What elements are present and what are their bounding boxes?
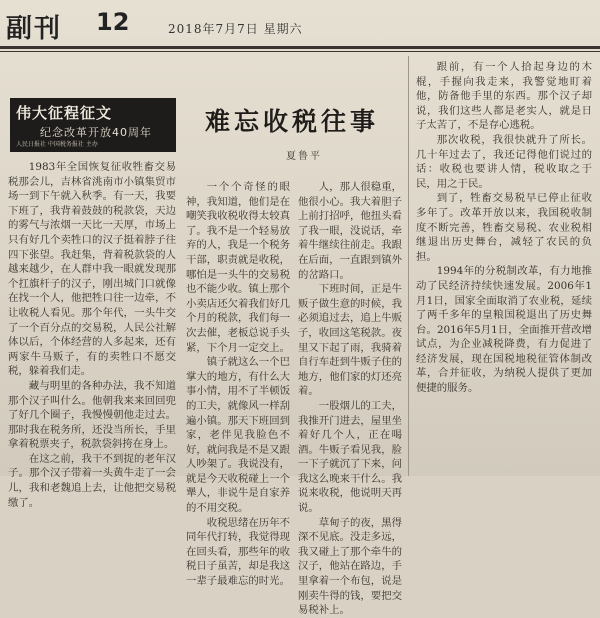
date-line: 2018年7月7日 星期六 (168, 22, 303, 36)
section-title: 副刊 (6, 14, 63, 44)
paragraph: 收税思绪在历年不同年代打转，我觉得现在回头看，那些年的收税日子虽苦，却是我这一辈子最难忘的时光。 (186, 516, 290, 588)
article-author: 夏鲁平 (286, 151, 322, 162)
article-headline: 难忘收税往事 (205, 107, 380, 136)
paragraph: 在这之前，我干不到捉的老年汉子。那个汉子带着一头黄牛走了一会儿，我和老魏追上去，让他把交易税缴了。 (8, 452, 176, 509)
logo-org-text: 人民日报社 中国税务报社 主办 (16, 141, 98, 148)
logo-main-text: 伟大征程征文 (16, 104, 113, 122)
article-column-4 (416, 60, 592, 476)
paragraph: 那次收税，我很快就升了所长。几十年过去了，我还记得他们说过的话：收税也要讲人情，税收取之于民，用之于民。 (416, 133, 592, 190)
column-divider (408, 56, 409, 476)
paragraph: 一股烟儿的工夫，我推开门进去，屋里坐着好几个人，正在喝酒。牛贩子看见我，脸一下子就沉了下来，问我这么晚来干什么。我说来收税，他说明天再说。 (298, 399, 402, 515)
article-column-1 (8, 160, 176, 509)
paragraph: 一个个奇怪的眼神，我知道，他们是在嘲笑我收税收得太较真了。我不是一个轻易放弃的人，我是一个税务干部，职责就是收税，哪怕是一头牛的交易税也不能少收。镇上那个小卖店还欠着我们好几个月的税款，我们每一次去催，老板总说手头紧，下个月一定交上。 (186, 181, 290, 354)
paragraph: 藏与明里的各种办法，我不知道那个汉子叫什么。他朝我来来回回兜了好几个圈子，我慢慢朝他走过去。那时我在税务所，还没当所长，手里拿着税票夹子，税款袋斜挎在身上。 (8, 379, 176, 451)
page-number: 12 (96, 8, 130, 36)
paragraph: 跟前，有一个人拾起身边的木棍，手握向我走来，我警觉地盯着他，防备他手里的东西。那个汉子却说，我们这些人都是老实人，就是日子太苦了，不是存心逃税。 (416, 61, 592, 132)
logo-sub-text: 纪念改革开放40周年 (40, 126, 152, 139)
paragraph: 草甸子的夜，黑得深不见底。没走多远，我又碰上了那个牵牛的汉子，他站在路边，手里拿着一个布包，说是刚卖牛得的钱，要把交易税补上。 (298, 516, 402, 617)
paragraph: 下班时间，正是牛贩子做生意的时候，我必须追过去，追上牛贩子，收回这笔税款。夜里又下起了雨，我骑着自行车赶到牛贩子住的地方，他们家的灯还亮着。 (298, 283, 402, 398)
paragraph: 镇子就这么一个巴掌大的地方，有什么大事小情，用不了半顿饭的工夫，就像风一样刮遍小镇。那天下班回到家，老伴见我脸色不好，就问我是不是又跟人吵架了。我说没有，就是今天收税碰上一个犟人，非说牛是自家养的不用交税。 (186, 356, 290, 515)
article-column-2 (186, 180, 290, 588)
header-rule-thick (0, 46, 600, 49)
paragraph: 人，那人很稳重，他很小心。我大着胆子上前打招呼，他扭头看了我一眼，没说话，牵着牛继续往前走。我跟在后面，一直跟到镇外的岔路口。 (298, 181, 402, 281)
page-header (0, 0, 600, 48)
paragraph: 1994年的分税制改革，有力地推动了民经济持续快速发展。2006年1月1日，国家全面取消了农业税，延续了两千多年的皇粮国税退出了历史舞台。2016年5月1日，全面推开营改增试点，为企业减税降费，有力促进了经济发展，现在国税地税征管体制改革，合并征收，为纳税人提供了更加便捷的服务。 (416, 265, 592, 395)
article-column-3 (298, 180, 402, 617)
campaign-logo (10, 98, 176, 152)
paragraph: 1983年全国恢复征收牲畜交易税那会儿，吉林省洮南市小镇集贸市场一到下午就入秋季。有一天，我要下班了，我背着鼓鼓的税款袋，天边的雾气与浓烟一天比一天厚，市场上只有好几个卖牲口的汉子挺着脖子往四下张望。我赶集，背着税款袋的人越来越少，在人群中我一眼就发现那个扛旗杆子的汉子，刚出城门口就像在找一个人，他把牲口往一边牵，不让收税人看见。那个年代，一头牛交了一个百分点的交易税，人民公社解体以后，个体经营的人多起来，还有两家牛马贩子，有的卖牲口不愿交税，躲着我们走。 (8, 161, 176, 378)
paragraph: 到了，牲畜交易税早已停止征收多年了。改革开放以来，我国税收制度不断完善，牲畜交易税、农业税相继退出历史舞台，减轻了农民的负担。 (416, 192, 592, 263)
header-rule-thin (0, 51, 600, 52)
